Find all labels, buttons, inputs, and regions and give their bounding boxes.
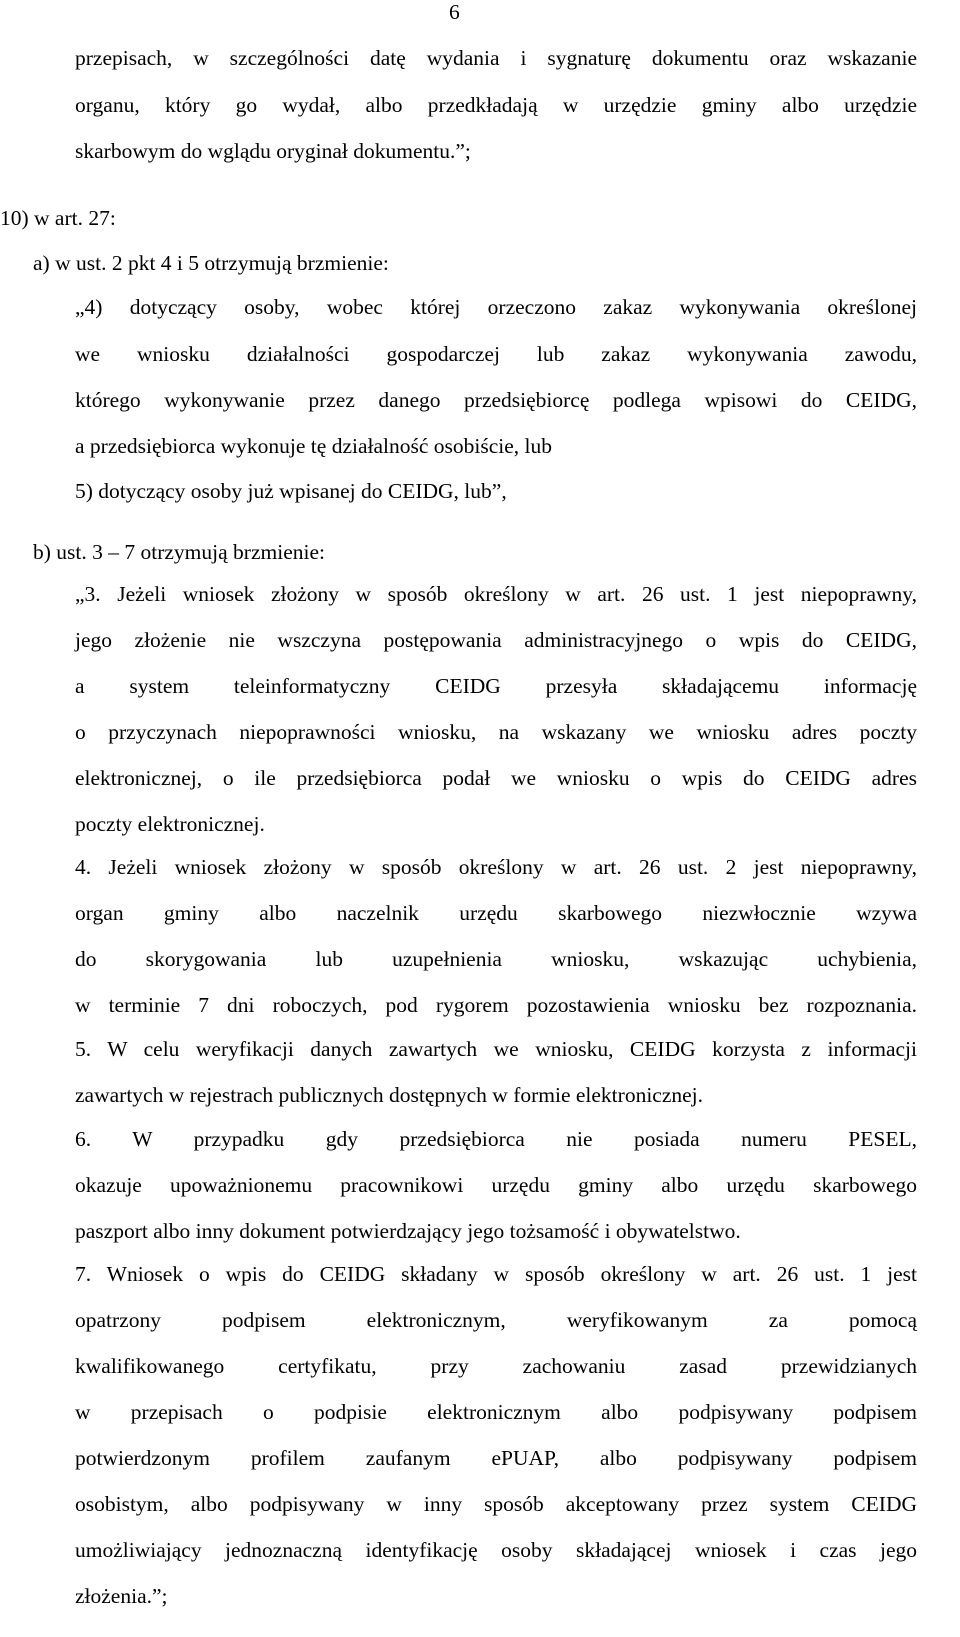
text-line: przepisach, w szczególności datę wydania i sygnaturę dokumentu oraz wskazanie [75,46,917,70]
text-line: 5) dotyczący osoby już wpisanej do CEIDG, lub”, [75,479,507,503]
text-line: kwalifikowanego certyfikatu, przy zachowaniu zasad przewidzianych [75,1354,917,1378]
text-line: zawartych w rejestrach publicznych dostępnych w formie elektronicznej. [75,1083,704,1107]
text-line: osobistym, albo podpisywany w inny sposób akceptowany przez system CEIDG [75,1492,917,1516]
text-line: 4. Jeżeli wniosek złożony w sposób określony w art. 26 ust. 2 jest niepoprawny, [75,855,917,879]
text-line: skarbowym do wglądu oryginał dokumentu.”; [75,139,471,163]
text-line: „3. Jeżeli wniosek złożony w sposób określony w art. 26 ust. 1 jest niepoprawny, [75,582,917,606]
sub-item-heading: a) w ust. 2 pkt 4 i 5 otrzymują brzmienie: [33,251,389,275]
text-line: elektronicznej, o ile przedsiębiorca podał we wniosku o wpis do CEIDG adres [75,766,917,790]
text-line: do skorygowania lub uzupełnienia wniosku, wskazując uchybienia, [75,947,917,971]
text-line: o przyczynach niepoprawności wniosku, na wskazany we wniosku adres poczty [75,720,917,744]
text-line: w terminie 7 dni roboczych, pod rygorem pozostawienia wniosku bez rozpoznania. [75,993,917,1017]
text-line: organ gminy albo naczelnik urzędu skarbowego niezwłocznie wzywa [75,901,917,925]
page-number: 6 [449,0,460,24]
text-line: 5. W celu weryfikacji danych zawartych we wniosku, CEIDG korzysta z informacji [75,1037,917,1061]
text-line: poczty elektronicznej. [75,812,265,836]
text-line: umożliwiający jednoznaczną identyfikację osoby składającej wniosek i czas jego [75,1538,917,1562]
sub-item-heading: b) ust. 3 – 7 otrzymują brzmienie: [33,540,325,564]
text-line: organu, który go wydał, albo przedkładają w urzędzie gminy albo urzędzie [75,93,917,117]
text-line: jego złożenie nie wszczyna postępowania administracyjnego o wpis do CEIDG, [75,628,917,652]
text-line: a przedsiębiorca wykonuje tę działalność osobiście, lub [75,434,553,458]
text-line: którego wykonywanie przez danego przedsiębiorcę podlega wpisowi do CEIDG, [75,388,917,412]
text-line: 7. Wniosek o wpis do CEIDG składany w sposób określony w art. 26 ust. 1 jest [75,1262,917,1286]
text-line: 6. W przypadku gdy przedsiębiorca nie posiada numeru PESEL, [75,1127,917,1151]
text-line: potwierdzonym profilem zaufanym ePUAP, albo podpisywany podpisem [75,1446,917,1470]
text-line: „4) dotyczący osoby, wobec której orzeczono zakaz wykonywania określonej [75,295,917,319]
text-line: okazuje upoważnionemu pracownikowi urzędu gminy albo urzędu skarbowego [75,1173,917,1197]
text-line: opatrzony podpisem elektronicznym, weryfikowanym za pomocą [75,1308,917,1332]
text-line: we wniosku działalności gospodarczej lub zakaz wykonywania zawodu, [75,342,917,366]
text-line: a system teleinformatyczny CEIDG przesyła składającemu informację [75,674,917,698]
text-line: paszport albo inny dokument potwierdzający jego tożsamość i obywatelstwo. [75,1219,741,1243]
text-line: w przepisach o podpisie elektronicznym albo podpisywany podpisem [75,1400,917,1424]
text-line: złożenia.”; [75,1584,168,1608]
list-item-heading: 10) w art. 27: [0,206,116,230]
